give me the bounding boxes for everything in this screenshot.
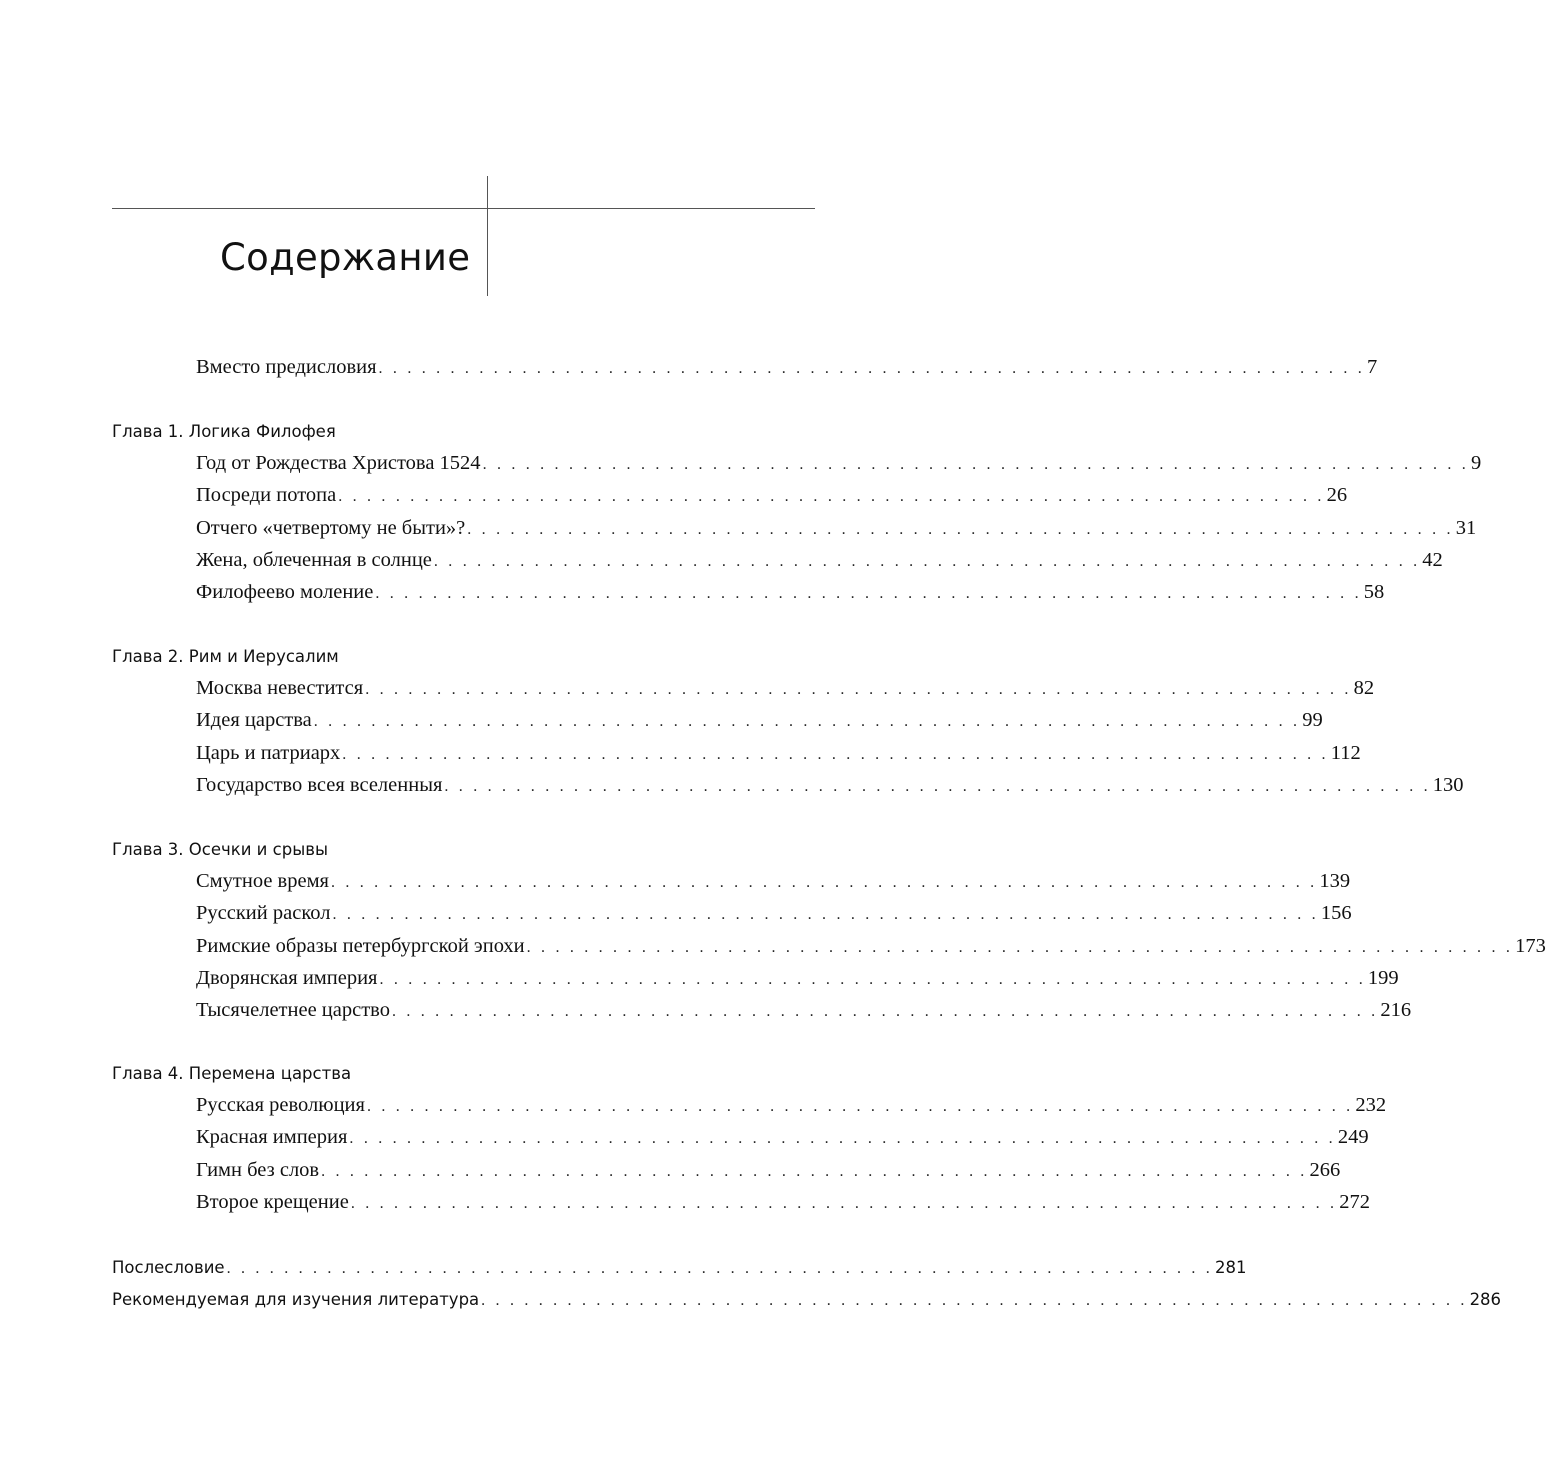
toc-entry[interactable] — [196, 549, 1443, 577]
toc-entry-page: 281 — [1215, 1258, 1247, 1277]
toc-entry[interactable] — [196, 356, 1378, 384]
toc-entry-title: Посреди потопа — [196, 484, 337, 506]
toc-entry[interactable] — [112, 1258, 1247, 1286]
toc-entry[interactable] — [196, 452, 1482, 480]
toc-entry-title: Тысячелетнее царство — [196, 999, 390, 1021]
toc-entry[interactable] — [196, 967, 1399, 995]
dot-leader: . . . . . . . . . . . . . . . . . . . . . . . . . . . . . . . . . . . . . . . . . . . . . . . . . . . . . . . . . . . . . . . . . . . . . — [321, 1163, 1308, 1180]
toc-entry-title: Филофеево моление — [196, 581, 374, 603]
dot-leader: . . . . . . . . . . . . . . . . . . . . . . . . . . . . . . . . . . . . . . . . . . . . . . . . . . . . . . . . . . . . . . . . . . . . . — [375, 585, 1362, 602]
toc-entry-title: Смутное время — [196, 870, 329, 892]
toc-entry-page: 249 — [1337, 1126, 1369, 1148]
toc-entry[interactable] — [196, 677, 1375, 705]
toc-entry-title: Рекомендуемая для изучения литература — [112, 1290, 480, 1309]
toc-entry-page: 26 — [1326, 484, 1348, 506]
toc-entry-page: 99 — [1302, 709, 1323, 731]
toc-entry-title: Второе крещение — [196, 1191, 349, 1213]
toc-entry-title: Гимн без слов — [196, 1159, 320, 1181]
toc-entry[interactable] — [112, 1290, 1502, 1318]
toc-entry-page: 82 — [1353, 677, 1375, 699]
toc-entry-page: 130 — [1432, 774, 1464, 796]
toc-entry-title: Отчего «четвертому не быти»? — [196, 517, 466, 539]
toc-entry[interactable] — [196, 581, 1385, 609]
toc-entry-page: 216 — [1380, 999, 1412, 1021]
toc-entry-title: Русский раскол — [196, 902, 331, 924]
toc-entry[interactable] — [196, 999, 1412, 1027]
toc-entry[interactable] — [196, 1191, 1370, 1219]
toc-entry-title: Вместо предисловия — [196, 356, 377, 378]
toc-entry-page: 42 — [1422, 549, 1443, 571]
dot-leader: . . . . . . . . . . . . . . . . . . . . . . . . . . . . . . . . . . . . . . . . . . . . . . . . . . . . . . . . . . . . . . . . . . . . . — [342, 746, 1329, 763]
toc-entry-title: Послесловие — [112, 1258, 225, 1277]
dot-leader: . . . . . . . . . . . . . . . . . . . . . . . . . . . . . . . . . . . . . . . . . . . . . . . . . . . . . . . . . . . . . . . . . . . . . — [378, 360, 1365, 377]
toc-entry[interactable] — [196, 774, 1464, 802]
dot-leader: . . . . . . . . . . . . . . . . . . . . . . . . . . . . . . . . . . . . . . . . . . . . . . . . . . . . . . . . . . . . . . . . . . . . . — [391, 1003, 1379, 1020]
toc-entry[interactable] — [196, 1094, 1387, 1122]
toc-entry[interactable] — [196, 935, 1546, 963]
dot-leader: . . . . . . . . . . . . . . . . . . . . . . . . . . . . . . . . . . . . . . . . . . . . . . . . . . . . . . . . . . . . . . . . . . . . . — [350, 1195, 1338, 1212]
toc-entry-page: 9 — [1470, 452, 1482, 474]
dot-leader: . . . . . . . . . . . . . . . . . . . . . . . . . . . . . . . . . . . . . . . . . . . . . . . . . . . . . . . . . . . . . . . . . . . . . — [481, 1292, 1468, 1309]
toc-entry-page: 7 — [1366, 356, 1378, 378]
dot-leader: . . . . . . . . . . . . . . . . . . . . . . . . . . . . . . . . . . . . . . . . . . . . . . . . . . . . . . . . . . . . . . . . . . . . . — [444, 778, 1431, 795]
toc-entry-title: Год от Рождества Христова 1524 — [196, 452, 481, 474]
toc-entry-title: Римские образы петербургской эпохи — [196, 935, 525, 957]
dot-leader: . . . . . . . . . . . . . . . . . . . . . . . . . . . . . . . . . . . . . . . . . . . . . . . . . . . . . . . . . . . . . . . . . . . . . — [349, 1130, 1336, 1147]
toc-entry-page: 272 — [1339, 1191, 1370, 1213]
dot-leader: . . . . . . . . . . . . . . . . . . . . . . . . . . . . . . . . . . . . . . . . . . . . . . . . . . . . . . . . . . . . . . . . . . . . . — [366, 1098, 1354, 1115]
toc-entry-page: 31 — [1455, 517, 1477, 539]
chapter-heading: Глава 4. Перемена царства — [112, 1064, 352, 1083]
toc-entry[interactable] — [196, 870, 1351, 898]
toc-entry[interactable] — [196, 484, 1348, 512]
toc-entry[interactable] — [196, 709, 1323, 737]
toc-entry[interactable] — [196, 1159, 1341, 1187]
dot-leader: . . . . . . . . . . . . . . . . . . . . . . . . . . . . . . . . . . . . . . . . . . . . . . . . . . . . . . . . . . . . . . . . . . . . . — [313, 713, 1301, 730]
toc-entry-title: Жена, облеченная в солнце — [196, 549, 432, 571]
dot-leader: . . . . . . . . . . . . . . . . . . . . . . . . . . . . . . . . . . . . . . . . . . . . . . . . . . . . . . . . . . . . . . . . . . . . . — [433, 553, 1421, 570]
toc-entry-title: Москва невестится — [196, 677, 364, 699]
toc-entry-page: 112 — [1330, 742, 1361, 764]
dot-leader: . . . . . . . . . . . . . . . . . . . . . . . . . . . . . . . . . . . . . . . . . . . . . . . . . . . . . . . . . . . . . . . . . . . . . — [338, 488, 1325, 505]
toc-entry-title: Дворянская империя — [196, 967, 378, 989]
toc-entry-title: Государство всея вселенныя — [196, 774, 443, 796]
dot-leader: . . . . . . . . . . . . . . . . . . . . . . . . . . . . . . . . . . . . . . . . . . . . . . . . . . . . . . . . . . . . . . . . . . . . . — [379, 971, 1366, 988]
dot-leader: . . . . . . . . . . . . . . . . . . . . . . . . . . . . . . . . . . . . . . . . . . . . . . . . . . . . . . . . . . . . . . . . . . . . . — [482, 456, 1469, 473]
toc-entry-title: Царь и патриарх — [196, 742, 341, 764]
toc-entry[interactable] — [196, 517, 1477, 545]
toc-entry[interactable] — [196, 1126, 1369, 1154]
dot-leader: . . . . . . . . . . . . . . . . . . . . . . . . . . . . . . . . . . . . . . . . . . . . . . . . . . . . . . . . . . . . . . . . . . . . . — [526, 939, 1514, 956]
dot-leader: . . . . . . . . . . . . . . . . . . . . . . . . . . . . . . . . . . . . . . . . . . . . . . . . . . . . . . . . . . . . . . . . . . . . . — [226, 1260, 1213, 1277]
toc-entry[interactable] — [196, 742, 1361, 770]
header-rule-horizontal — [112, 208, 815, 209]
chapter-heading: Глава 1. Логика Филофея — [112, 422, 336, 441]
toc-entry-page: 286 — [1469, 1290, 1502, 1309]
toc-entry-title: Идея царства — [196, 709, 312, 731]
chapter-heading: Глава 2. Рим и Иерусалим — [112, 647, 339, 666]
toc-entry-page: 232 — [1355, 1094, 1387, 1116]
toc-entry-page: 156 — [1320, 902, 1352, 924]
page-title: Содержание — [220, 236, 471, 279]
toc-entry[interactable] — [196, 902, 1352, 930]
chapter-heading: Глава 3. Осечки и срывы — [112, 840, 328, 859]
toc-entry-page: 58 — [1363, 581, 1385, 603]
toc-entry-page: 266 — [1309, 1159, 1341, 1181]
dot-leader: . . . . . . . . . . . . . . . . . . . . . . . . . . . . . . . . . . . . . . . . . . . . . . . . . . . . . . . . . . . . . . . . . . . . . — [330, 874, 1318, 891]
toc-entry-title: Русская революция — [196, 1094, 365, 1116]
header-rule-vertical — [487, 176, 488, 296]
dot-leader: . . . . . . . . . . . . . . . . . . . . . . . . . . . . . . . . . . . . . . . . . . . . . . . . . . . . . . . . . . . . . . . . . . . . . — [467, 521, 1454, 538]
dot-leader: . . . . . . . . . . . . . . . . . . . . . . . . . . . . . . . . . . . . . . . . . . . . . . . . . . . . . . . . . . . . . . . . . . . . . — [332, 906, 1319, 923]
toc-entry-title: Красная империя — [196, 1126, 348, 1148]
dot-leader: . . . . . . . . . . . . . . . . . . . . . . . . . . . . . . . . . . . . . . . . . . . . . . . . . . . . . . . . . . . . . . . . . . . . . — [365, 681, 1352, 698]
toc-entry-page: 173 — [1515, 935, 1546, 957]
toc-entry-page: 139 — [1319, 870, 1351, 892]
toc-entry-page: 199 — [1367, 967, 1399, 989]
